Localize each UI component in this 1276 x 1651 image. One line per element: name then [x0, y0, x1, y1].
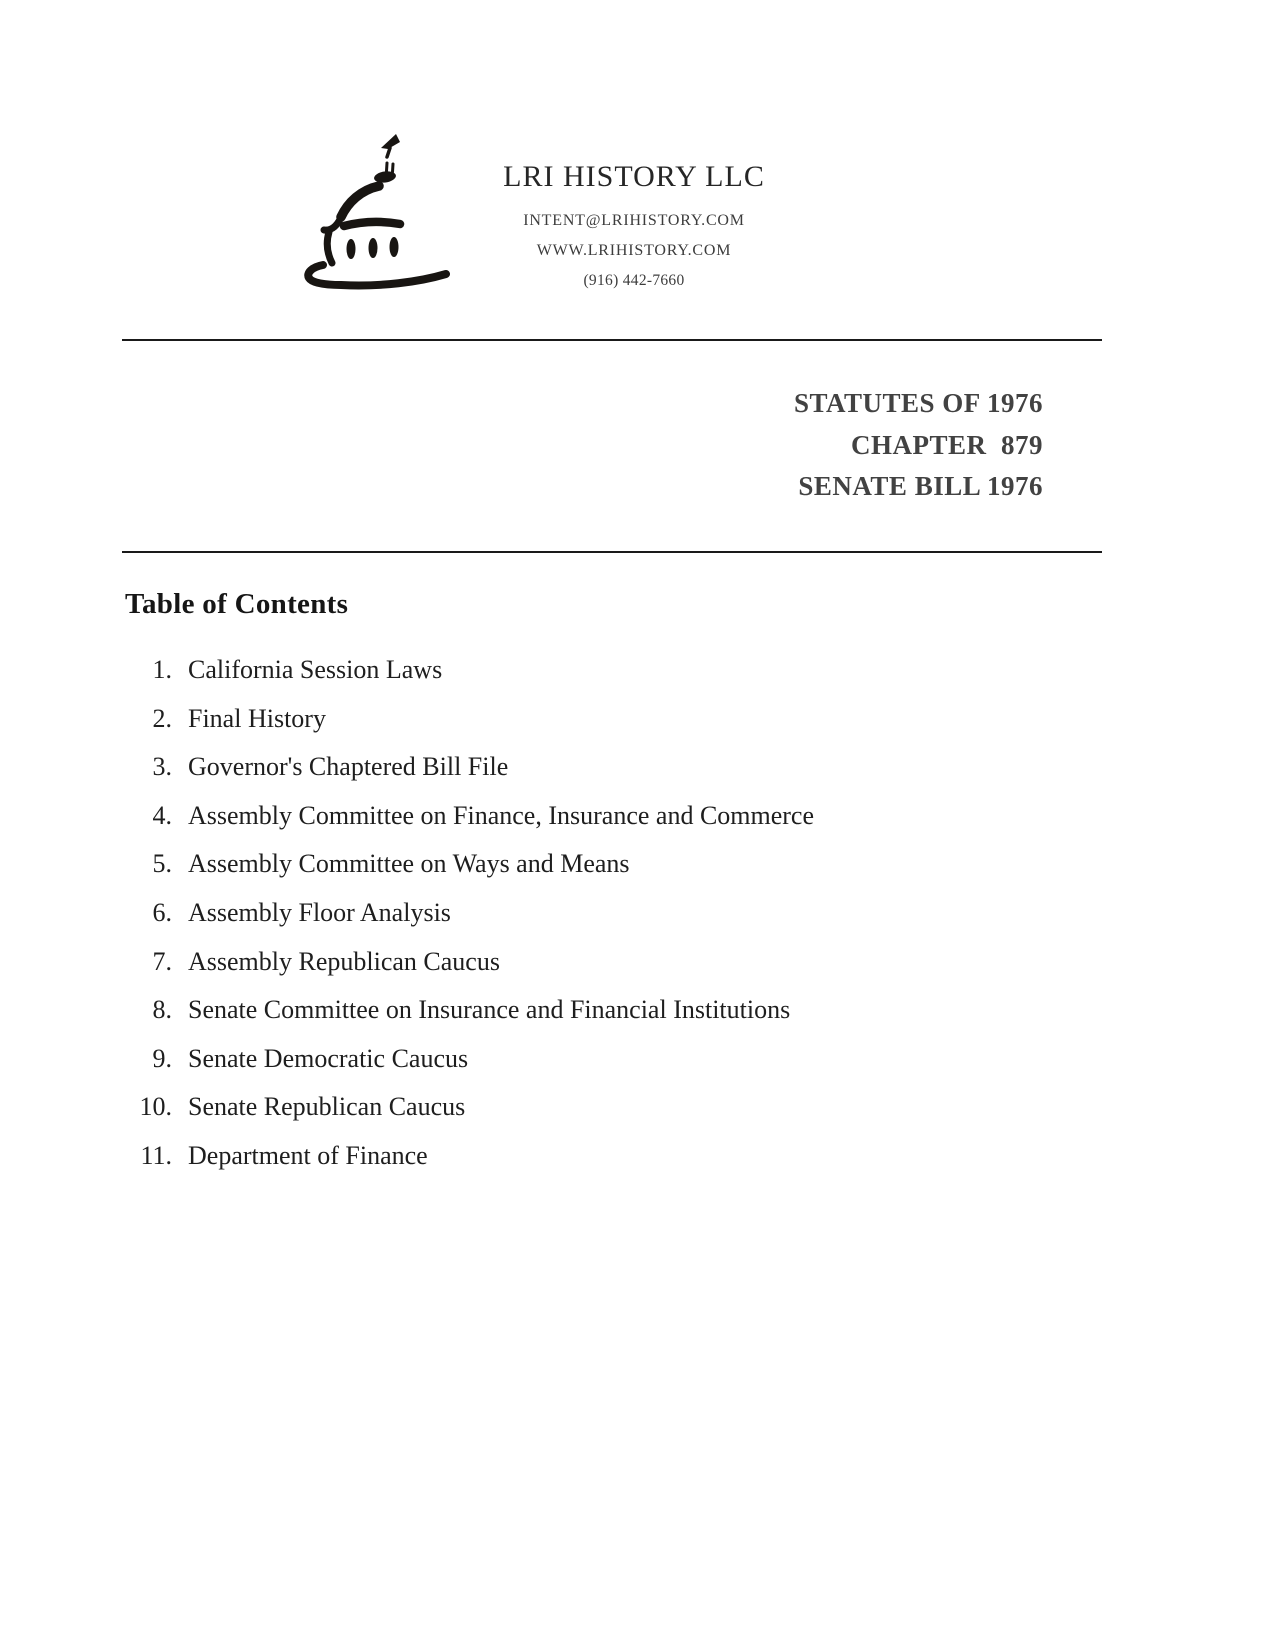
toc-item-number: 6.	[152, 897, 172, 927]
toc-item-number: 9.	[152, 1043, 172, 1073]
toc-item-6	[125, 889, 1125, 938]
toc-item-number: 2.	[152, 703, 172, 733]
toc-item-number: 10.	[139, 1092, 172, 1122]
capitol-dome-icon	[293, 126, 453, 291]
statutes-line: STATUTES OF 1976	[793, 388, 1043, 418]
toc-item-2	[125, 695, 1125, 744]
toc-item-number: 7.	[152, 946, 172, 976]
toc-item-4	[125, 792, 1125, 841]
toc-item-7	[125, 938, 1125, 987]
toc-item-label: Assembly Committee on Ways and Means	[188, 849, 630, 879]
toc-item-label: Assembly Committee on Finance, Insurance and Commerce	[188, 800, 815, 830]
capitol-dome-logo	[293, 126, 453, 291]
toc-item-label: California Session Laws	[188, 655, 443, 684]
toc-item-1	[125, 646, 1125, 695]
toc-list	[125, 646, 1125, 1181]
toc-item-label: Assembly Republican Caucus	[188, 946, 500, 976]
company-email: INTENT@LRIHISTORY.COM	[523, 212, 745, 229]
bill-title-block	[794, 383, 1043, 508]
header-divider-rule	[122, 339, 1102, 341]
toc-item-number: 3.	[152, 752, 172, 782]
toc-item-label: Senate Republican Caucus	[188, 1092, 466, 1122]
toc-item-number: 5.	[152, 849, 172, 879]
senate-bill-line: SENATE BILL 1976	[798, 471, 1043, 501]
company-phone: (916) 442-7660	[583, 272, 685, 289]
toc-item-8	[125, 986, 1125, 1035]
toc-item-label: Senate Committee on Insurance and Financial Institutions	[188, 995, 791, 1025]
toc-item-11	[125, 1132, 1125, 1181]
toc-item-label: Assembly Floor Analysis	[188, 897, 451, 927]
toc-heading: Table of Contents	[125, 588, 349, 620]
toc-item-label: Governor's Chaptered Bill File	[188, 752, 509, 782]
toc-item-10	[125, 1083, 1125, 1132]
toc-item-label: Senate Democratic Caucus	[188, 1043, 469, 1073]
company-name: LRI HISTORY LLC	[503, 160, 765, 193]
toc-item-label: Final History	[188, 703, 326, 733]
title-divider-rule	[122, 551, 1102, 553]
chapter-line: CHAPTER 879	[850, 429, 1043, 460]
toc-item-number: 8.	[152, 995, 172, 1025]
letterhead	[459, 160, 809, 291]
company-website: WWW.LRIHISTORY.COM	[536, 242, 732, 259]
toc-item-number: 1.	[152, 655, 172, 684]
toc-item-5	[125, 840, 1125, 889]
toc-item-number: 4.	[152, 800, 172, 830]
toc-item-3	[125, 743, 1125, 792]
toc-item-9	[125, 1035, 1125, 1084]
toc-item-label: Department of Finance	[188, 1140, 428, 1170]
toc-item-number: 11.	[140, 1140, 172, 1170]
